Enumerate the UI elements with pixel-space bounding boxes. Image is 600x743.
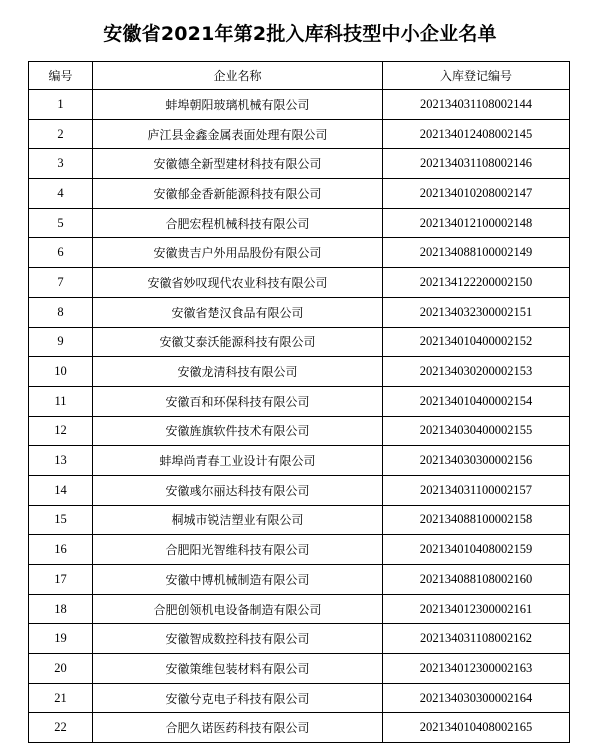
- company-name: 安徽彧尔丽达科技有限公司: [93, 475, 383, 505]
- row-number: 12: [29, 416, 93, 446]
- row-number: 8: [29, 297, 93, 327]
- registration-number: 202134088100002158: [383, 505, 570, 535]
- registration-number: 202134088108002160: [383, 565, 570, 595]
- registration-number: 202134012408002145: [383, 119, 570, 149]
- company-name: 安徽策维包装材料有限公司: [93, 654, 383, 684]
- row-number: 4: [29, 179, 93, 209]
- registration-number: 202134012300002161: [383, 594, 570, 624]
- registration-number: 202134010408002165: [383, 713, 570, 743]
- header-company-name: 企业名称: [93, 62, 383, 90]
- registration-number: 202134122200002150: [383, 268, 570, 298]
- header-registration-number: 入库登记编号: [383, 62, 570, 90]
- registration-number: 202134030300002164: [383, 683, 570, 713]
- company-name: 安徽郁金香新能源科技有限公司: [93, 179, 383, 209]
- registration-number: 202134030300002156: [383, 446, 570, 476]
- row-number: 17: [29, 565, 93, 595]
- company-name: 安徽中博机械制造有限公司: [93, 565, 383, 595]
- registration-number: 202134010400002154: [383, 386, 570, 416]
- row-number: 10: [29, 357, 93, 387]
- company-name: 安徽艾泰沃能源科技有限公司: [93, 327, 383, 357]
- company-name: 桐城市锐洁塑业有限公司: [93, 505, 383, 535]
- table-body: [29, 90, 570, 743]
- company-name: 安徽省楚汉食品有限公司: [93, 297, 383, 327]
- registration-number: 202134010208002147: [383, 179, 570, 209]
- table-row: [29, 179, 570, 209]
- row-number: 14: [29, 475, 93, 505]
- registration-number: 202134010408002159: [383, 535, 570, 565]
- table-row: [29, 208, 570, 238]
- table-header: [29, 62, 570, 90]
- registration-number: 202134031108002144: [383, 90, 570, 120]
- registration-number: 202134088100002149: [383, 238, 570, 268]
- table-row: [29, 268, 570, 298]
- company-name: 安徽贵吉户外用品股份有限公司: [93, 238, 383, 268]
- table-row: [29, 594, 570, 624]
- company-name: 安徽兮克电子科技有限公司: [93, 683, 383, 713]
- table-row: [29, 565, 570, 595]
- row-number: 16: [29, 535, 93, 565]
- table-row: [29, 475, 570, 505]
- document-title: 安徽省2021年第2批入库科技型中小企业名单: [103, 23, 497, 45]
- company-name: 安徽智成数控科技有限公司: [93, 624, 383, 654]
- row-number: 7: [29, 268, 93, 298]
- header-number: 编号: [29, 62, 93, 90]
- company-name: 安徽省妙叹现代农业科技有限公司: [93, 268, 383, 298]
- table-row: [29, 238, 570, 268]
- row-number: 18: [29, 594, 93, 624]
- registration-number: 202134030400002155: [383, 416, 570, 446]
- table-row: [29, 505, 570, 535]
- table-row: [29, 357, 570, 387]
- row-number: 21: [29, 683, 93, 713]
- company-name: 合肥宏程机械科技有限公司: [93, 208, 383, 238]
- table-row: [29, 386, 570, 416]
- table-row: [29, 654, 570, 684]
- registration-number: 202134032300002151: [383, 297, 570, 327]
- registration-number: 202134031108002162: [383, 624, 570, 654]
- table-row: [29, 149, 570, 179]
- table-row: [29, 713, 570, 743]
- enterprise-table: [28, 61, 570, 743]
- registration-number: 202134031108002146: [383, 149, 570, 179]
- row-number: 13: [29, 446, 93, 476]
- table-row: [29, 119, 570, 149]
- row-number: 5: [29, 208, 93, 238]
- company-name: 合肥创领机电设备制造有限公司: [93, 594, 383, 624]
- registration-number: 202134012100002148: [383, 208, 570, 238]
- company-name: 蚌埠尚青春工业设计有限公司: [93, 446, 383, 476]
- table-row: [29, 683, 570, 713]
- company-name: 安徽百和环保科技有限公司: [93, 386, 383, 416]
- row-number: 15: [29, 505, 93, 535]
- company-name: 合肥阳光智维科技有限公司: [93, 535, 383, 565]
- company-name: 合肥久诺医药科技有限公司: [93, 713, 383, 743]
- row-number: 9: [29, 327, 93, 357]
- row-number: 1: [29, 90, 93, 120]
- row-number: 3: [29, 149, 93, 179]
- row-number: 19: [29, 624, 93, 654]
- table-row: [29, 624, 570, 654]
- company-name: 安徽德全新型建材科技有限公司: [93, 149, 383, 179]
- table-row: [29, 535, 570, 565]
- table-row: [29, 327, 570, 357]
- row-number: 2: [29, 119, 93, 149]
- header-row: [29, 62, 570, 90]
- row-number: 22: [29, 713, 93, 743]
- registration-number: 202134012300002163: [383, 654, 570, 684]
- row-number: 20: [29, 654, 93, 684]
- company-name: 蚌埠朝阳玻璃机械有限公司: [93, 90, 383, 120]
- table-row: [29, 446, 570, 476]
- company-name: 庐江县金鑫金属表面处理有限公司: [93, 119, 383, 149]
- registration-number: 202134030200002153: [383, 357, 570, 387]
- registration-number: 202134031100002157: [383, 475, 570, 505]
- row-number: 6: [29, 238, 93, 268]
- table-row: [29, 416, 570, 446]
- company-name: 安徽龙清科技有限公司: [93, 357, 383, 387]
- registration-number: 202134010400002152: [383, 327, 570, 357]
- table-row: [29, 297, 570, 327]
- row-number: 11: [29, 386, 93, 416]
- company-name: 安徽旌旗软件技术有限公司: [93, 416, 383, 446]
- table-row: [29, 90, 570, 120]
